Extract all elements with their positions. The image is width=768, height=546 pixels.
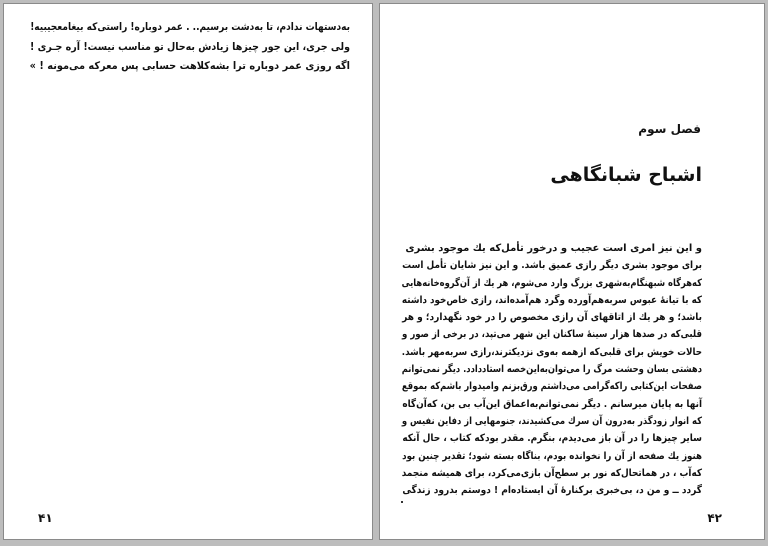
left-page (3, 3, 373, 540)
text-line: حالات خویش برای قلبی‌که ازهمه بەوی نزدیکترند،رازی سربەمهر باشد. (401, 346, 702, 358)
text-line: هنوز یك صفحه از آن را نخواندە بودم، بناگاه بسته شود؛ تقدیر چنین بود (402, 450, 702, 462)
text-line: که انوار زودگذر بەدرون آن سرك می‌کشیدند، جنومهایی از دفاین نفیس و (401, 415, 702, 427)
text-line: سایر چیزها را در آن باز می‌دیدم، بنگرم. مقدر بودکه کتاب ، حال آنکه (402, 433, 702, 445)
text-line: که‌آب ، در هماتحال‌که نور بر سطح‌آن بازی‌می‌کرد، برای همیشه منجمد (401, 467, 702, 479)
chapter-body-text (402, 240, 702, 499)
text-line: اگە روزی عمر دوبارە ترا بشەکلاهت حسابی پس معرکە می‌مونە ! » (29, 60, 351, 73)
text-line: باشد؛ و هر یك از اتاقهای آن رازی مخصوص را در خود نگهدارد؛ و هر (402, 312, 702, 324)
left-page-text (30, 18, 350, 77)
page-number-left: ۴۱ (38, 511, 53, 525)
text-line: برای موجود بشری دیگر رازی عمیق باشد. و این نیز شایان تأمل است (402, 260, 702, 272)
chapter-label: فصل سوم (638, 122, 701, 136)
page-number-right: ۴۲ (707, 511, 722, 525)
text-line: قلبی‌که در صدها هزار سینهٔ ساکنان این شهر می‌تپد، در برخی از صور و (402, 329, 702, 341)
text-line: ولی جری، این جور چیزها زیادش بەحال تو مناسب نیست! آرە جـری ! (30, 40, 350, 53)
text-line: آنها به پایان میرسانم . دیگر نمی‌توانم‌به‌اعماق این‌آب بی بن، که‌آن‌گاه (402, 398, 702, 410)
text-line: گردد ــ و من د، بی‌خبری برکنارهٔ آن ایستادەام ! دوستم بدرود زندگی (402, 485, 702, 497)
chapter-title: اشباح شبانگاهی (550, 164, 702, 186)
text-line: کەهرگاه شبهنگام‌بەشهری بزرگ وارد می‌شوم، هر یك از آن‌گروەخانەهایی (401, 277, 702, 289)
text-line: بەدستهات ندادم، تا بەدشت برسیم.. . عمر دوبارە! راستی‌که بیغامعجیبیە! (30, 21, 351, 33)
text-line: که با تیانهٔ عبوس سربەهم‌آوردە وگرد هم‌آمدەاند، رازی خاص‌خود داشته (401, 294, 702, 306)
text-line: و این نیز امری است عجیب و درخور تأمل‌که یك موجود بشری (405, 243, 702, 254)
text-line: دهشتی بسان وحشت مرگ را می‌توان‌بەاین‌خصه استاددادد. دیگر نمی‌توانم (401, 364, 702, 376)
right-page (379, 3, 765, 540)
text-line: صفحات این‌کتابی را‌که‌گرامی می‌داشتم ورق‌بزنم وامیدوار باشم‌که بموقع (401, 381, 702, 393)
scan-speck (401, 501, 403, 503)
